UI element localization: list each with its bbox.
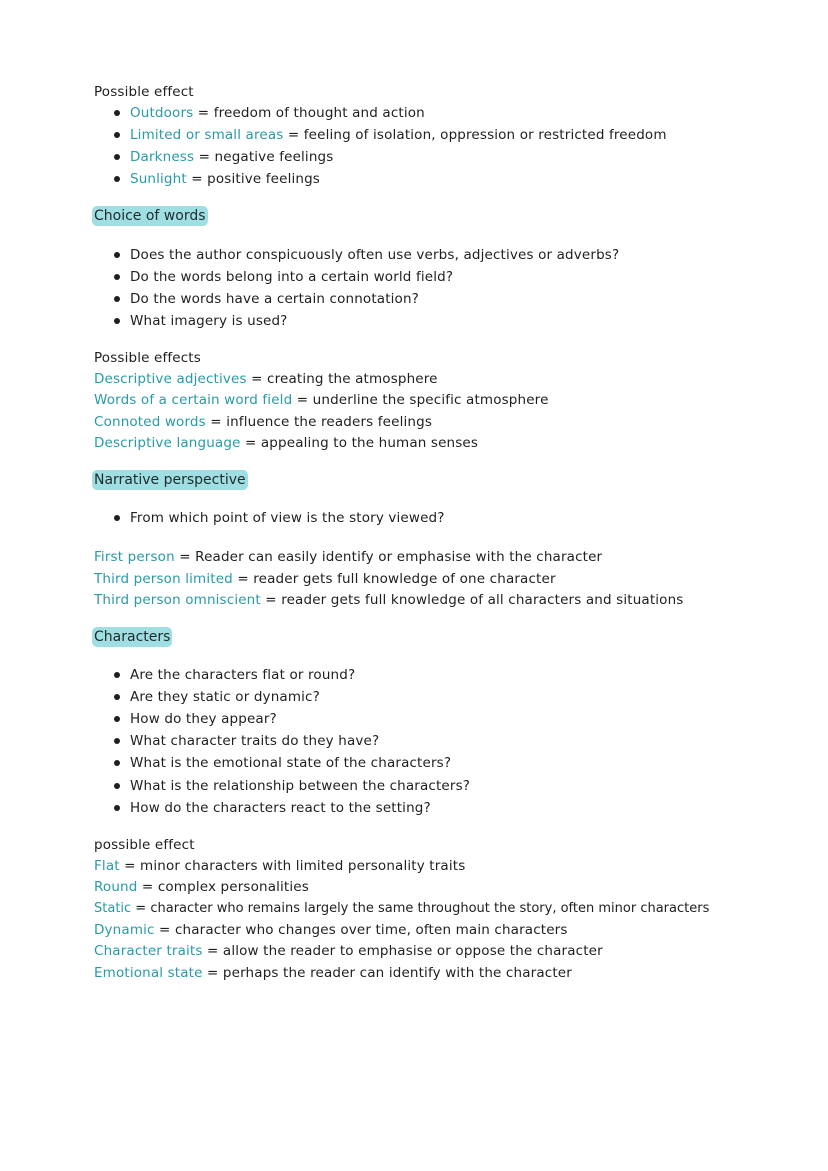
possible-effects-label: Possible effects [94, 350, 201, 366]
bullet-icon [114, 694, 120, 700]
effect-line: Round = complex personalities [94, 879, 309, 895]
effect-line: Character traits = allow the reader to emphasise or oppose the character [94, 943, 603, 959]
list-item: Outdoors = freedom of thought and action [130, 103, 425, 123]
heading-characters: Characters [94, 629, 171, 645]
bullet-icon [114, 296, 120, 302]
effect-line: Flat = minor characters with limited personality traits [94, 858, 466, 874]
bullet-icon [114, 805, 120, 811]
list-item: From which point of view is the story viewed? [130, 508, 445, 528]
bullet-icon [114, 252, 120, 258]
list-item: Sunlight = positive feelings [130, 169, 320, 189]
effect-line: Static = character who remains largely the same throughout the story, often minor characters [94, 901, 710, 916]
bullet-icon [114, 274, 120, 280]
list-item: Are the characters flat or round? [130, 665, 355, 685]
list-item: What is the emotional state of the characters? [130, 753, 451, 773]
list-item: What is the relationship between the characters? [130, 776, 470, 796]
list-item: Are they static or dynamic? [130, 687, 320, 707]
effect-line: Dynamic = character who changes over time, often main characters [94, 922, 568, 938]
list-item: Does the author conspicuously often use verbs, adjectives or adverbs? [130, 245, 619, 265]
effect-line: Words of a certain word field = underline the specific atmosphere [94, 392, 549, 408]
heading-narrative-perspective: Narrative perspective [94, 472, 246, 488]
bullet-icon [114, 132, 120, 138]
list-item: What character traits do they have? [130, 731, 379, 751]
bullet-icon [114, 110, 120, 116]
bullet-icon [114, 318, 120, 324]
list-item: Darkness = negative feelings [130, 147, 333, 167]
bullet-icon [114, 672, 120, 678]
heading-choice-of-words: Choice of words [94, 208, 206, 224]
effect-line: Connoted words = influence the readers feelings [94, 414, 433, 430]
bullet-icon [114, 760, 120, 766]
bullet-icon [114, 783, 120, 789]
list-item: How do they appear? [130, 709, 277, 729]
list-item: What imagery is used? [130, 311, 288, 331]
list-item: Do the words have a certain connotation? [130, 289, 419, 309]
bullet-icon [114, 738, 120, 744]
effect-line: Third person limited = reader gets full knowledge of one character [94, 571, 556, 587]
effect-line: Emotional state = perhaps the reader can identify with the character [94, 965, 572, 981]
effect-line: Third person omniscient = reader gets full knowledge of all characters and situations [94, 592, 684, 608]
list-item: Do the words belong into a certain world field? [130, 267, 453, 287]
bullet-icon [114, 515, 120, 521]
bullet-icon [114, 716, 120, 722]
bullet-icon [114, 176, 120, 182]
effect-line: First person = Reader can easily identify or emphasise with the character [94, 549, 603, 565]
list-item: How do the characters react to the setting? [130, 798, 431, 818]
effect-line: Descriptive language = appealing to the human senses [94, 435, 479, 451]
possible-effect-label-2: possible effect [94, 837, 195, 853]
possible-effect-label: Possible effect [94, 84, 194, 100]
list-item: Limited or small areas = feeling of isolation, oppression or restricted freedom [130, 125, 667, 145]
bullet-icon [114, 154, 120, 160]
effect-line: Descriptive adjectives = creating the atmosphere [94, 371, 438, 387]
